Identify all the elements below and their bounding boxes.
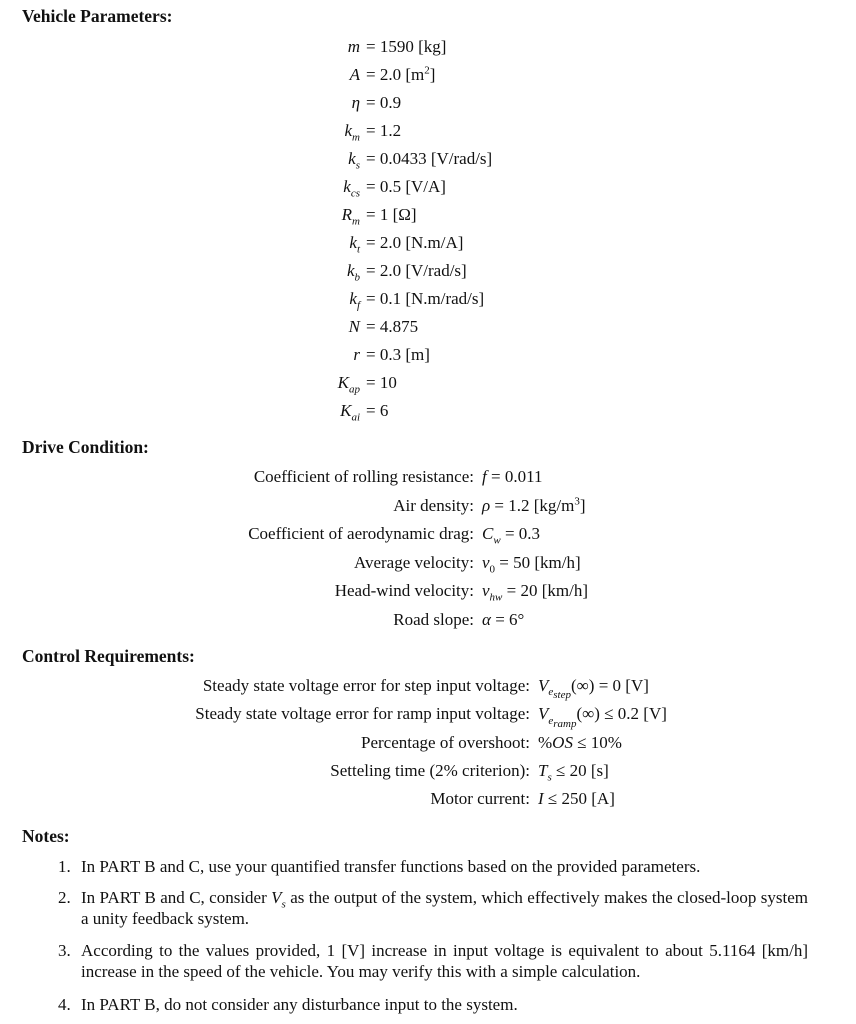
param-value: = 0.9 bbox=[366, 93, 402, 112]
vehicle-param-row bbox=[0, 229, 856, 257]
drive-condition-expression: α = 6° bbox=[482, 609, 525, 629]
drive-condition-label: Coefficient of rolling resistance: bbox=[253, 467, 474, 486]
drive-condition-row bbox=[0, 577, 856, 605]
control-requirement-expression: I ≤ 250 [A] bbox=[538, 789, 615, 809]
control-requirement-expression: %OS ≤ 10% bbox=[538, 732, 622, 752]
param-symbol: $k_{cs}$ bbox=[343, 177, 360, 200]
param-symbol: m bbox=[347, 37, 360, 56]
param-value: = 1.2 bbox=[366, 121, 402, 140]
control-requirement-label: Setteling time (2% criterion): bbox=[330, 760, 530, 780]
param-value: = 2.0 [N.m/A] bbox=[366, 233, 464, 252]
vehicle-param-row bbox=[0, 61, 856, 89]
param-value: = 0.1 [N.m/rad/s] bbox=[366, 289, 485, 308]
drive-condition-expression: $v_{hw} = 20$ [km/h] bbox=[482, 581, 588, 604]
param-value: = 2.0 [V/rad/s] bbox=[366, 261, 467, 280]
param-symbol: A bbox=[349, 65, 360, 84]
drive-condition-row bbox=[0, 463, 856, 491]
param-symbol: $k_b$ bbox=[346, 261, 360, 284]
param-value: = 2.0 $[m^2]$ bbox=[366, 64, 436, 84]
drive-condition-label: Average velocity: bbox=[353, 552, 474, 572]
control-requirement-label: Steady state voltage error for step input voltage: bbox=[202, 676, 530, 695]
note-number: 1. bbox=[58, 857, 71, 876]
param-symbol: $k_f$ bbox=[349, 289, 360, 312]
control-requirement-row bbox=[0, 757, 856, 785]
drive-condition-expression: $C_w = 0.3$ bbox=[482, 524, 541, 547]
note-item bbox=[58, 994, 808, 1015]
control-requirement-expression: $V_{e_{step}}(\infty) = 0$ [V] bbox=[538, 676, 649, 702]
vehicle-param-row bbox=[0, 341, 856, 369]
drive-condition-label: Coefficient of aerodynamic drag: bbox=[248, 524, 474, 543]
drive-condition-expression: ρ = 1.2 $[kg/m^3]$ bbox=[482, 494, 586, 515]
param-value: = 0.0433 [V/rad/s] bbox=[366, 149, 493, 168]
note-text: In PART B and C, use your quantified transfer functions based on the provided parameters. bbox=[81, 857, 701, 876]
control-requirement-label: Percentage of overshoot: bbox=[361, 732, 530, 752]
drive-condition-row bbox=[0, 549, 856, 577]
param-value: = 6 bbox=[366, 401, 389, 420]
param-symbol: N bbox=[348, 317, 360, 336]
control-requirement-row bbox=[0, 785, 856, 813]
drive-condition-row bbox=[0, 520, 856, 548]
param-symbol: $K_{ai}$ bbox=[340, 401, 360, 424]
vehicle-param-row bbox=[0, 89, 856, 117]
vehicle-param-row bbox=[0, 117, 856, 145]
param-value: = 0.3 [m] bbox=[366, 345, 430, 364]
vehicle-param-row bbox=[0, 173, 856, 201]
vehicle-param-row bbox=[0, 369, 856, 397]
param-symbol: $R_m$ bbox=[341, 205, 360, 228]
vehicle-param-row bbox=[0, 201, 856, 229]
control-requirement-label: Steady state voltage error for ramp input voltage: bbox=[195, 704, 530, 724]
note-text: In PART B, do not consider any disturbance input to the system. bbox=[81, 995, 518, 1014]
param-symbol: $k_s$ bbox=[348, 149, 360, 172]
drive-condition-expression: f = 0.011 bbox=[482, 467, 543, 486]
drive-condition-row bbox=[0, 492, 856, 520]
note-text: According to the values provided, 1 [V] increase in input voltage is equivalent to about 5.1164 [km/h] increase in the speed of the vehicle. You may verify this with a simple calculation. bbox=[81, 941, 808, 981]
note-item bbox=[58, 887, 808, 929]
drive-condition-label: Air density: bbox=[393, 495, 474, 515]
param-value: = 10 bbox=[366, 373, 397, 392]
control-requirement-expression: $T_s \le 20$ [s] bbox=[538, 760, 609, 784]
param-value: = 1 [Ω] bbox=[366, 205, 417, 224]
note-item bbox=[58, 856, 808, 877]
vehicle-param-row bbox=[0, 285, 856, 313]
param-symbol: r bbox=[353, 345, 360, 364]
notes-heading: Notes: bbox=[22, 826, 70, 846]
note-item bbox=[58, 940, 808, 982]
param-symbol: $k_t$ bbox=[349, 233, 360, 256]
vehicle-param-row bbox=[0, 145, 856, 173]
param-symbol: $K_{ap}$ bbox=[337, 373, 360, 396]
vehicle-parameters-heading: Vehicle Parameters: bbox=[22, 6, 173, 26]
note-number: 4. bbox=[58, 995, 71, 1014]
param-symbol: $k_m$ bbox=[344, 121, 360, 144]
note-text: In PART B and C, consider $V_s$ as the output of the system, which effectively makes the closed-loop system a unity feedback system. bbox=[81, 888, 808, 928]
param-value: = 1590 [kg] bbox=[366, 37, 447, 56]
control-requirement-row bbox=[0, 700, 856, 728]
drive-condition-label: Head-wind velocity: bbox=[334, 581, 474, 600]
control-requirement-row bbox=[0, 672, 856, 700]
vehicle-param-row bbox=[0, 33, 856, 61]
note-number: 3. bbox=[58, 941, 71, 960]
control-requirement-row bbox=[0, 729, 856, 757]
vehicle-param-row bbox=[0, 397, 856, 425]
control-requirement-expression: $V_{e_{ramp}}(\infty) \le 0.2$ [V] bbox=[538, 704, 667, 730]
control-requirement-label: Motor current: bbox=[430, 789, 530, 809]
param-value: = 0.5 [V/A] bbox=[366, 177, 446, 196]
param-value: = 4.875 bbox=[366, 317, 419, 336]
note-number: 2. bbox=[58, 888, 71, 907]
drive-condition-expression: $v_0 = 50$ [km/h] bbox=[482, 552, 581, 575]
vehicle-param-row bbox=[0, 257, 856, 285]
param-symbol: η bbox=[351, 93, 360, 112]
vehicle-param-row bbox=[0, 313, 856, 341]
drive-condition-heading: Drive Condition: bbox=[22, 437, 149, 457]
drive-condition-label: Road slope: bbox=[393, 609, 474, 629]
drive-condition-row bbox=[0, 606, 856, 634]
control-requirements-heading: Control Requirements: bbox=[22, 646, 195, 666]
